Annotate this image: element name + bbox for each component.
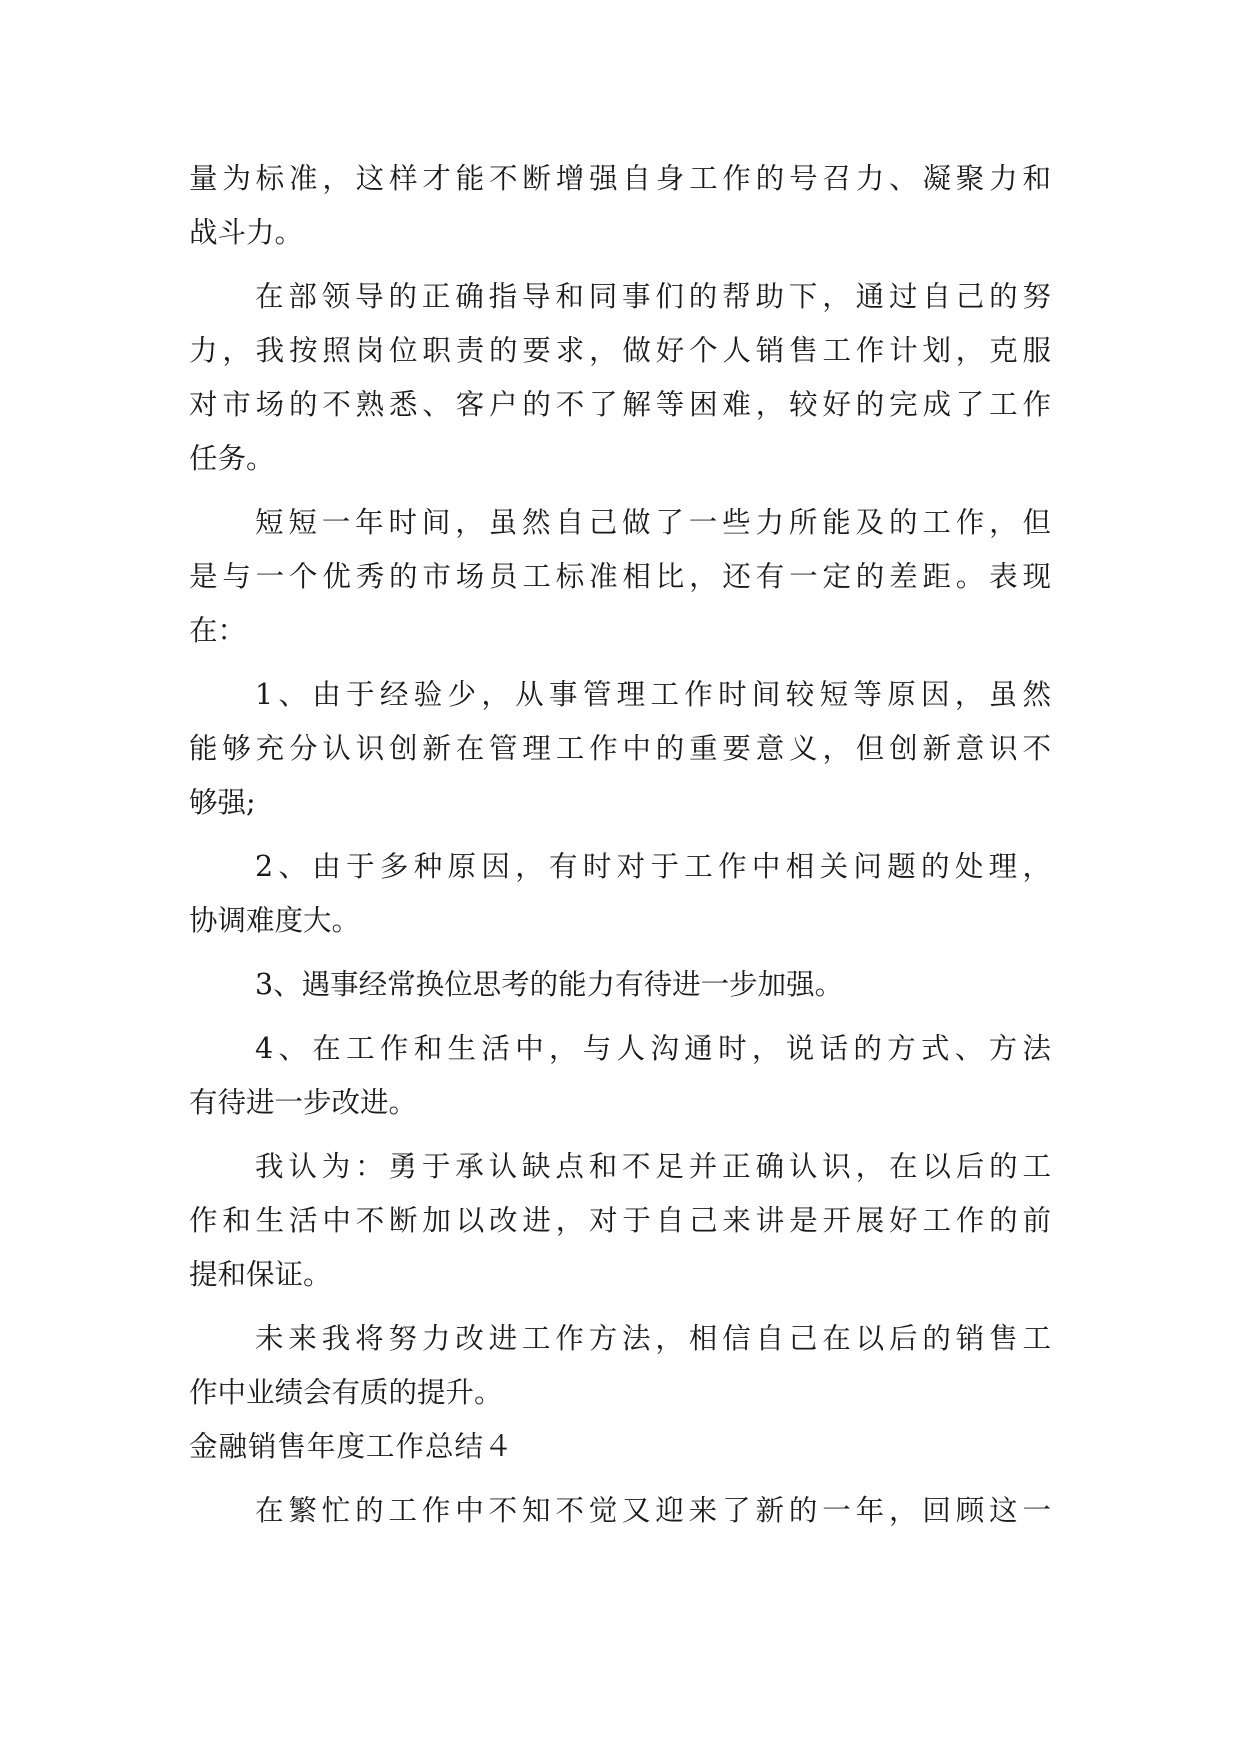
paragraph-line: 3、遇事经常换位思考的能力有待进一步加强。 — [255, 968, 844, 1001]
section-heading: 金融销售年度工作总结４ — [189, 1430, 514, 1463]
paragraph-line: 力，我按照岗位职责的要求，做好个人销售工作计划，克服 — [189, 334, 1051, 367]
paragraph-line: 4、在工作和生活中，与人沟通时，说话的方式、方法 — [255, 1032, 1051, 1065]
paragraph-line: 量为标准，这样才能不断增强自身工作的号召力、凝聚力和 — [189, 162, 1051, 195]
paragraph-line: 未来我将努力改进工作方法，相信自己在以后的销售工 — [255, 1322, 1051, 1355]
paragraph-line: 在繁忙的工作中不知不觉又迎来了新的一年，回顾这一 — [255, 1494, 1051, 1527]
paragraph-line: 2、由于多种原因，有时对于工作中相关问题的处理， — [255, 850, 1051, 883]
paragraph-line: 我认为：勇于承认缺点和不足并正确认识，在以后的工 — [255, 1150, 1051, 1183]
paragraph-line: 对市场的不熟悉、客户的不了解等困难，较好的完成了工作 — [189, 388, 1051, 421]
paragraph-line: 任务。 — [189, 442, 275, 475]
paragraph-line: 战斗力。 — [189, 216, 304, 249]
paragraph-line: 短短一年时间，虽然自己做了一些力所能及的工作，但 — [255, 506, 1051, 539]
paragraph-line: 在： — [189, 614, 247, 647]
paragraph-line: 是与一个优秀的市场员工标准相比，还有一定的差距。表现 — [189, 560, 1051, 593]
paragraph-line: 有待进一步改进。 — [189, 1086, 418, 1119]
paragraph-line: 提和保证。 — [189, 1258, 332, 1291]
paragraph-line: 作中业绩会有质的提升。 — [189, 1376, 503, 1409]
paragraph-line: 作和生活中不断加以改进，对于自己来讲是开展好工作的前 — [189, 1204, 1051, 1237]
paragraph-line: 够强; — [189, 786, 256, 819]
paragraph-line: 能够充分认识创新在管理工作中的重要意义，但创新意识不 — [189, 732, 1051, 765]
paragraph-line: 协调难度大。 — [189, 904, 361, 937]
paragraph-line: 在部领导的正确指导和同事们的帮助下，通过自己的努 — [255, 280, 1051, 313]
paragraph-line: 1、由于经验少，从事管理工作时间较短等原因，虽然 — [255, 678, 1051, 711]
